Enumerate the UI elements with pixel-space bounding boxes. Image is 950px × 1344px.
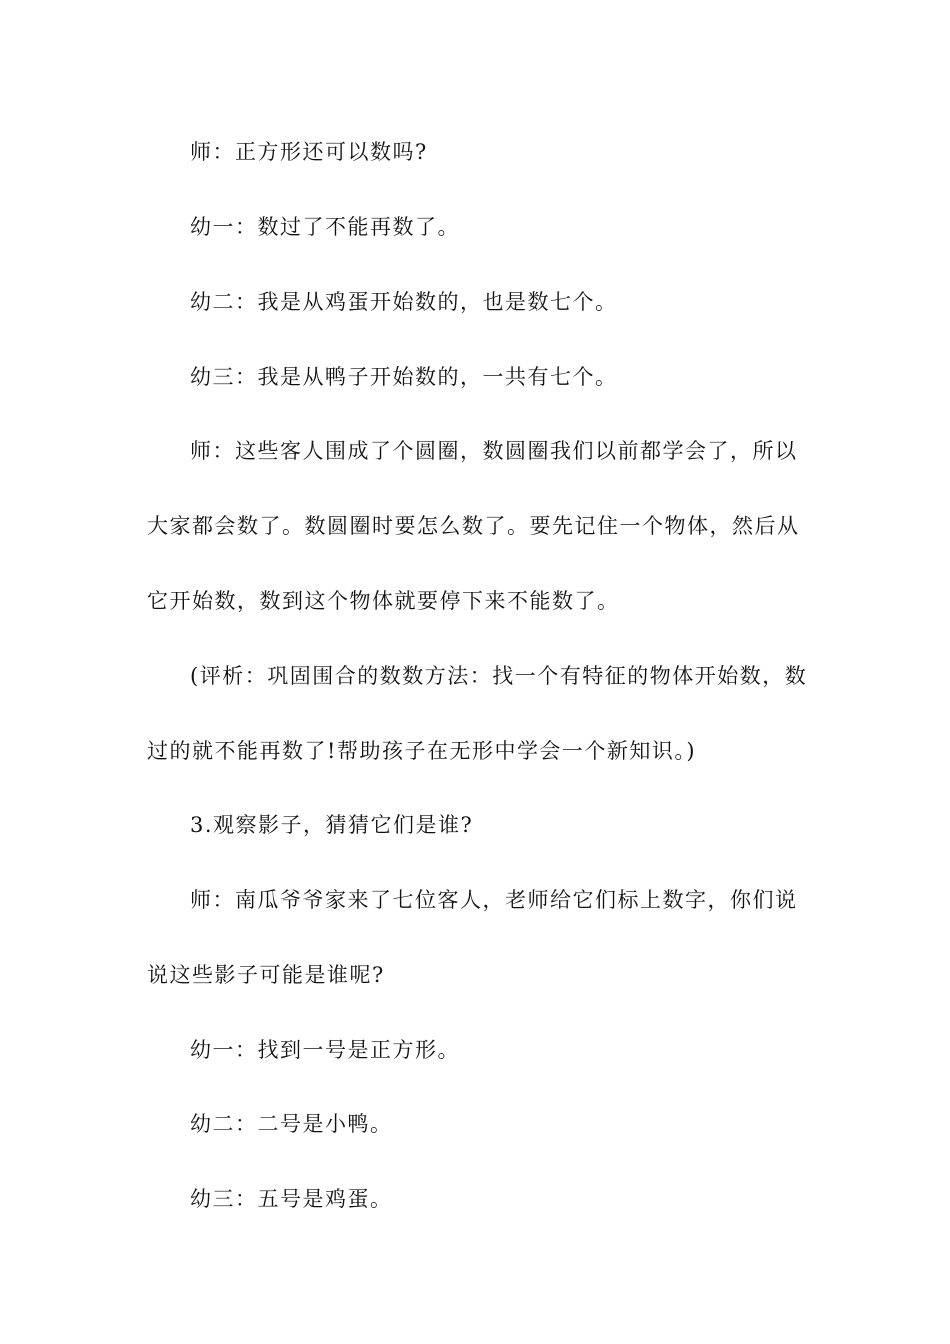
- dialogue-line: 幼二：我是从鸡蛋开始数的，也是数七个。: [190, 290, 618, 314]
- dialogue-line: 幼一：找到一号是正方形。: [190, 1038, 460, 1062]
- comment-line: (评析：巩固围合的数数方法：找一个有特征的物体开始数，数: [190, 664, 808, 688]
- paragraph-line: 它开始数，数到这个物体就要停下来不能数了。: [147, 589, 620, 613]
- paragraph-line: 说这些影子可能是谁呢?: [147, 963, 385, 987]
- dialogue-line: 幼三：五号是鸡蛋。: [190, 1187, 393, 1211]
- paragraph-line: 师：这些客人围成了个圆圈，数圆圈我们以前都学会了，所以: [190, 439, 798, 463]
- section-heading: 3.观察影子，猜猜它们是谁?: [190, 813, 474, 837]
- dialogue-line: 幼二：二号是小鸭。: [190, 1112, 393, 1136]
- paragraph-line: 大家都会数了。数圆圈时要怎么数了。要先记住一个物体，然后从: [147, 514, 800, 538]
- dialogue-line: 师：正方形还可以数吗?: [190, 140, 428, 164]
- dialogue-line: 幼一：数过了不能再数了。: [190, 215, 460, 239]
- paragraph-line: 师：南瓜爷爷家来了七位客人，老师给它们标上数字，你们说: [190, 888, 798, 912]
- comment-line: 过的就不能再数了!帮助孩子在无形中学会一个新知识。): [147, 739, 697, 763]
- dialogue-line: 幼三：我是从鸭子开始数的，一共有七个。: [190, 365, 618, 389]
